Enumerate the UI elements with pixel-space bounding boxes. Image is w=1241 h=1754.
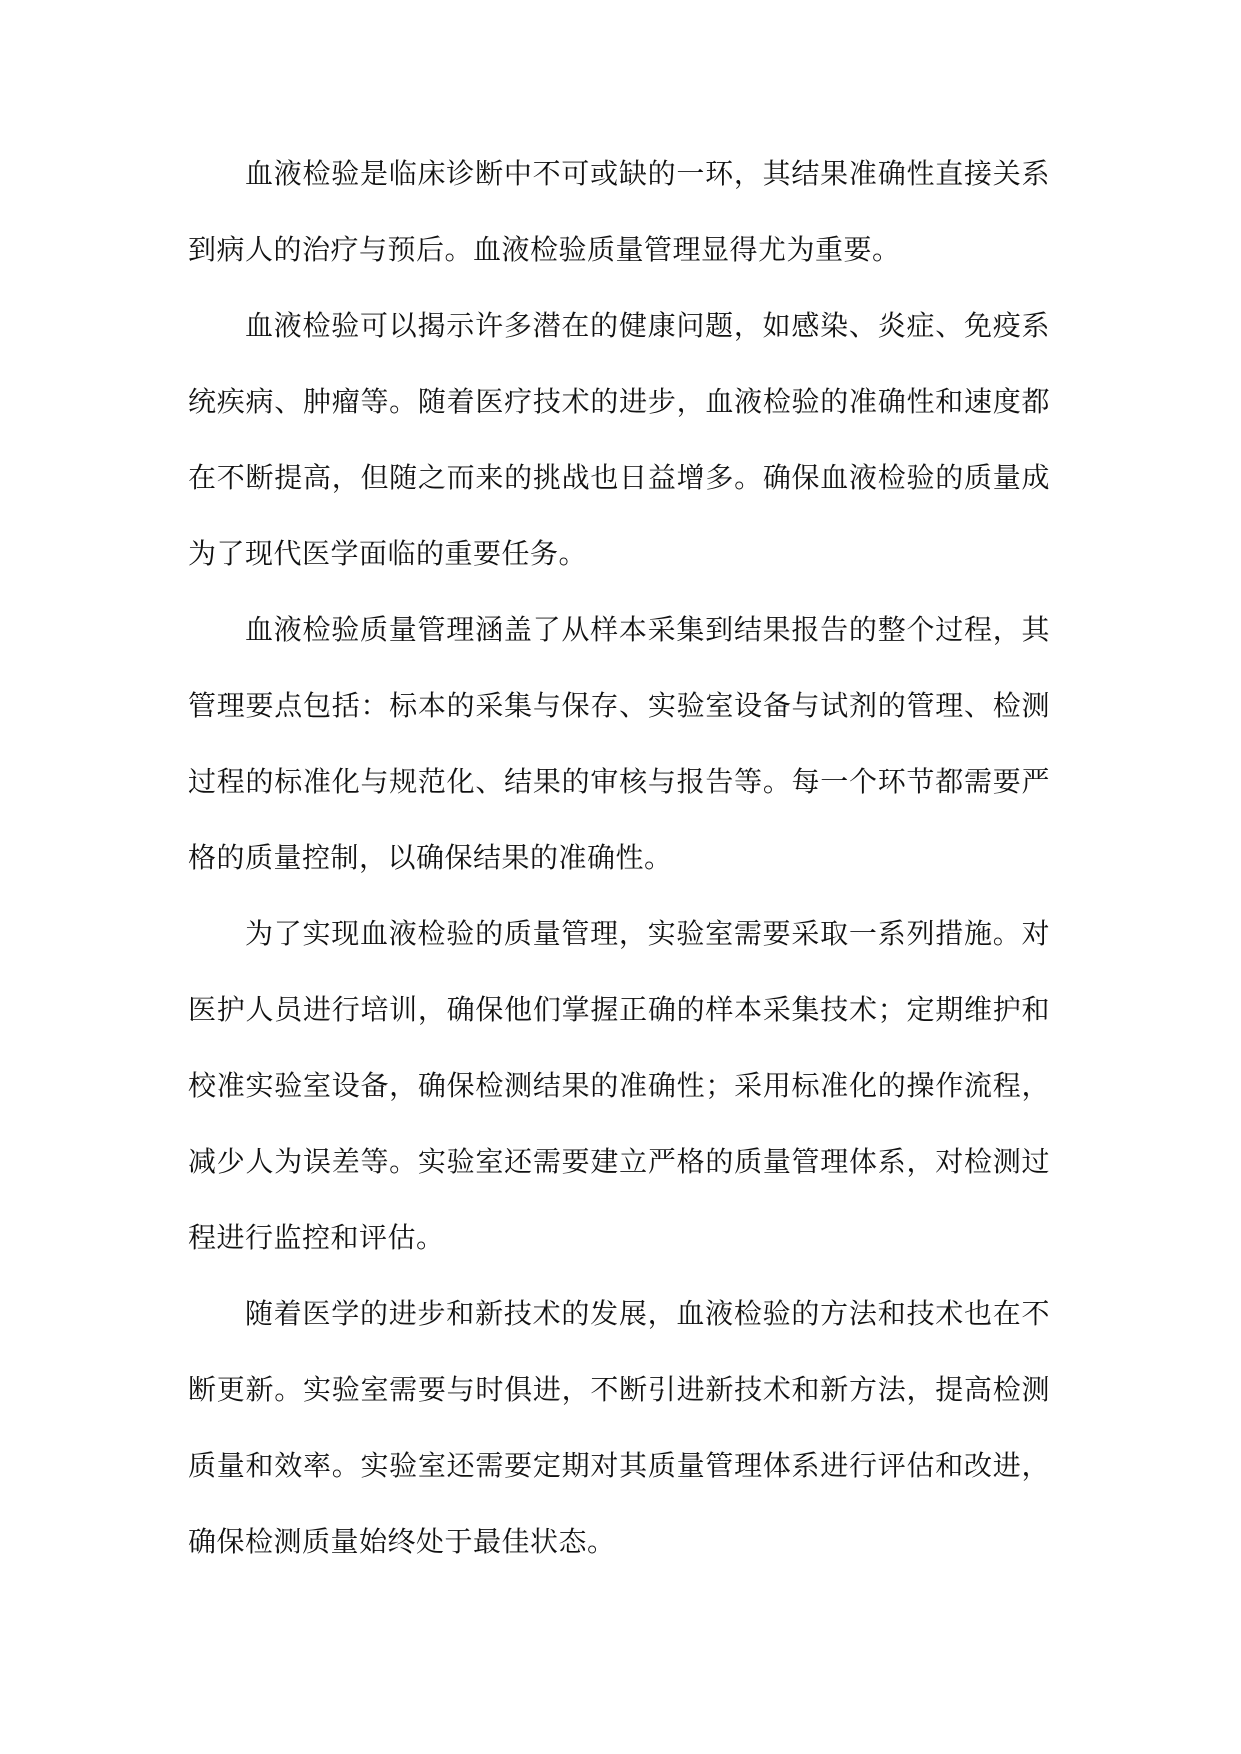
paragraph-4: 为了实现血液检验的质量管理，实验室需要采取一系列措施。对医护人员进行培训，确保他们掌握正确的样本采集技术；定期维护和校准实验室设备，确保检测结果的准确性；采用标准化的操作流程，减少人为误差等。实验室还需要建立严格的质量管理体系，对检测过程进行监控和评估。 <box>188 917 1050 1254</box>
paragraph-3: 血液检验质量管理涵盖了从样本采集到结果报告的整个过程，其管理要点包括：标本的采集与保存、实验室设备与试剂的管理、检测过程的标准化与规范化、结果的审核与报告等。每一个环节都需要严格的质量控制，以确保结果的准确性。 <box>188 613 1050 874</box>
paragraph-5: 随着医学的进步和新技术的发展，血液检验的方法和技术也在不断更新。实验室需要与时俱进，不断引进新技术和新方法，提高检测质量和效率。实验室还需要定期对其质量管理体系进行评估和改进，确保检测质量始终处于最佳状态。 <box>188 1297 1050 1558</box>
document-body <box>188 136 1050 1580</box>
paragraph-2: 血液检验可以揭示许多潜在的健康问题，如感染、炎症、免疫系统疾病、肿瘤等。随着医疗技术的进步，血液检验的准确性和速度都在不断提高，但随之而来的挑战也日益增多。确保血液检验的质量成为了现代医学面临的重要任务。 <box>188 309 1050 570</box>
paragraph-1: 血液检验是临床诊断中不可或缺的一环，其结果准确性直接关系到病人的治疗与预后。血液检验质量管理显得尤为重要。 <box>188 157 1050 266</box>
